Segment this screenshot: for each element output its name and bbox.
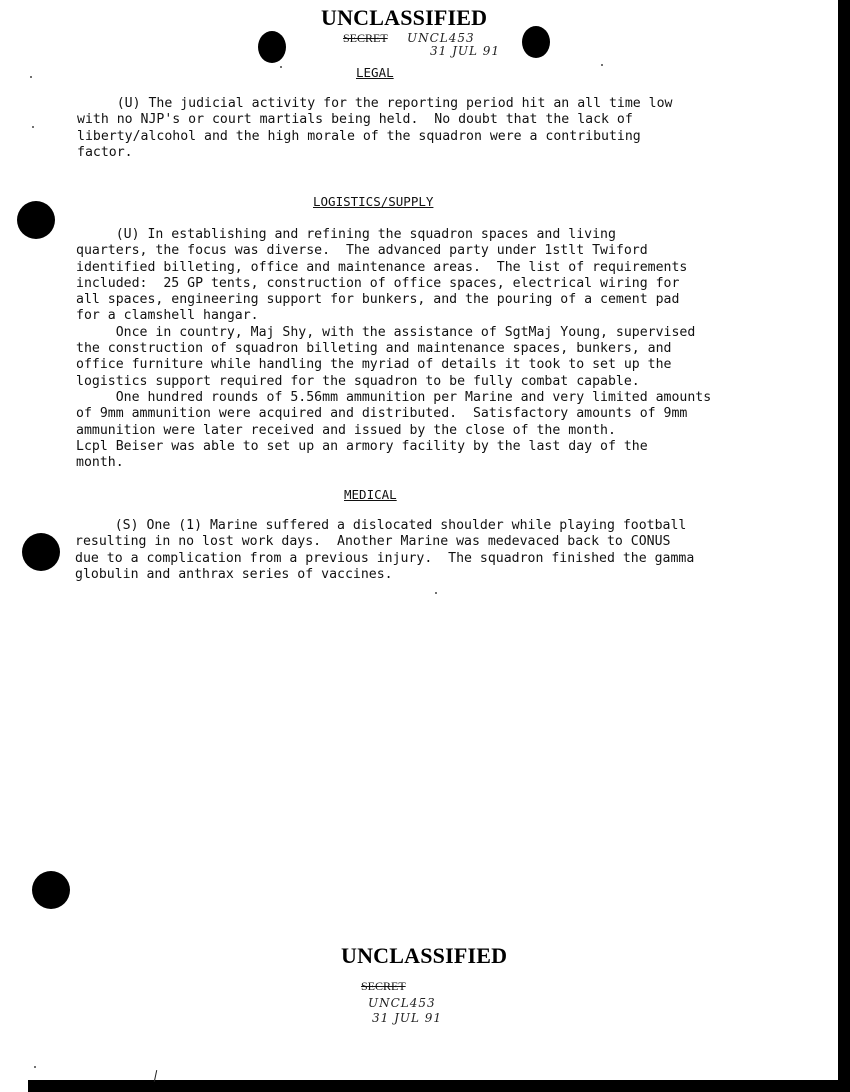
text-line: month. [76,455,124,471]
text-line: Once in country, Maj Shy, with the assistance of SgtMaj Young, supervised [76,324,696,340]
punch-hole [32,871,70,909]
text-line: with no NJP's or court martials being held. No doubt that the lack of [77,112,633,128]
text-line: One hundred rounds of 5.56mm ammunition per Marine and very limited amounts [76,389,712,405]
punch-hole [522,26,550,58]
text-line: ammunition were later received and issued by the close of the month. [76,422,616,438]
punch-hole [17,201,55,239]
handwritten-note-top-line1: UNCL453 [407,31,475,45]
punch-hole [22,533,60,571]
text-line: due to a complication from a previous injury. The squadron finished the gamma [75,550,695,566]
section-heading-logistics: LOGISTICS/SUPPLY [313,194,434,209]
text-line: included: 25 GP tents, construction of office spaces, electrical wiring for [76,275,680,291]
classification-banner-bottom: UNCLASSIFIED [341,943,508,968]
scan-speck [435,592,437,594]
text-line: (U) The judicial activity for the reporting period hit an all time low [77,96,673,111]
paragraph-legal [77,96,672,161]
punch-hole [258,31,286,63]
scan-speck [32,126,34,128]
scan-speck [280,66,282,68]
text-line: liberty/alcohol and the high morale of the squadron were a contributing [77,128,641,144]
old-classification-top: SECRET [343,31,388,45]
text-line: globulin and anthrax series of vaccines. [75,566,393,582]
text-line: Lcpl Beiser was able to set up an armory facility by the last day of the [76,438,648,454]
text-line: quarters, the focus was diverse. The advanced party under 1stlt Twiford [76,243,648,259]
handwritten-note-bottom-line1: UNCL453 [368,996,436,1010]
handwritten-note-bottom-line2: 31 JUL 91 [372,1011,443,1025]
scan-border-bottom [28,1080,850,1092]
paragraph-logistics [76,227,711,471]
scan-speck [601,64,603,66]
paragraph-medical [75,518,694,583]
text-line: of 9mm ammunition were acquired and distributed. Satisfactory amounts of 9mm [76,406,688,422]
old-classification-bottom: SECRET [361,979,406,993]
handwritten-note-top-line2: 31 JUL 91 [430,44,501,58]
scan-speck [30,76,32,78]
text-line: factor. [77,144,133,160]
section-heading-legal: LEGAL [356,65,394,80]
text-line: all spaces, engineering support for bunkers, and the pouring of a cement pad [76,292,680,308]
text-line: (S) One (1) Marine suffered a dislocated shoulder while playing football [75,518,687,533]
text-line: (U) In establishing and refining the squadron spaces and living [76,227,616,242]
scan-border-right [838,0,850,1092]
scan-speck [34,1066,36,1068]
text-line: for a clamshell hangar. [76,308,259,324]
text-line: the construction of squadron billeting and maintenance spaces, bunkers, and [76,341,672,357]
text-line: office furniture while handling the myriad of details it took to set up the [76,357,672,373]
text-line: identified billeting, office and maintenance areas. The list of requirements [76,259,688,275]
section-heading-medical: MEDICAL [344,487,397,502]
classification-banner-top: UNCLASSIFIED [321,5,488,30]
text-line: resulting in no lost work days. Another Marine was medevaced back to CONUS [75,534,671,550]
text-line: logistics support required for the squadron to be fully combat capable. [76,373,640,389]
